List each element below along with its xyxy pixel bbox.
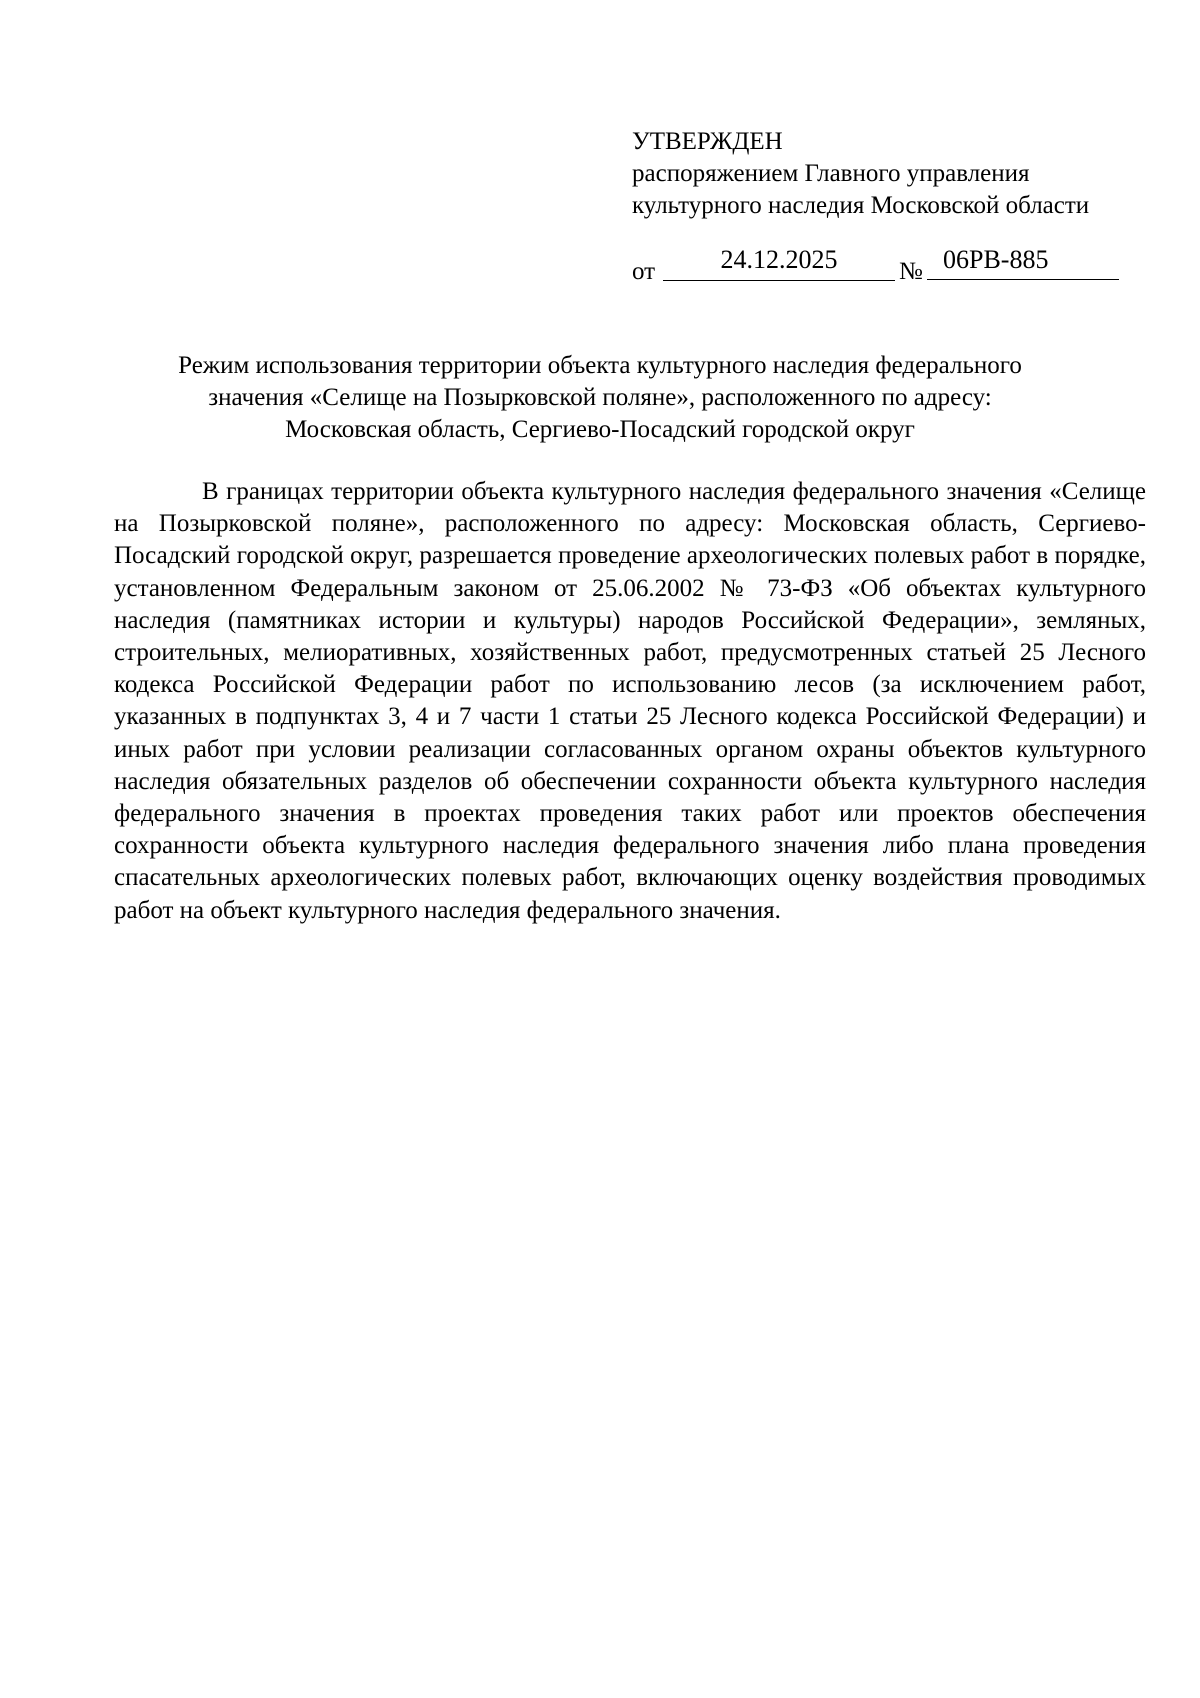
title-line-1: Режим использования территории объекта культурного наследия федерального: [178, 352, 1022, 379]
approval-stamp: [632, 126, 1152, 222]
approval-authority-line-2: культурного наследия Московской области: [632, 192, 1090, 219]
document-title: [114, 350, 1086, 446]
date-prefix: от: [632, 258, 656, 285]
decree-date-number: [632, 246, 1152, 286]
body-paragraph: В границах территории объекта культурного наследия федерального значения «Селище на Позырковской поляне», расположенного по адресу: Московская область, Сергиево-Посадский городской округ, разрешается проведение археологических полевых работ в порядке, установленном Федеральным законом от 25.06.2002 № 73-ФЗ «Об объектах культурного наследия (памятниках истории и культуры) народов Российской Федерации», земляных, строительных, мелиоративных, хозяйственных работ, предусмотренных статьей 25 Лесного кодекса Российской Федерации работ по использованию лесов (за исключением работ, указанных в подпунктах 3, 4 и 7 части 1 статьи 25 Лесного кодекса Российской Федерации) и иных работ при условии реализации согласованных органом охраны объектов культурного наследия обязательных разделов об обеспечении сохранности объекта культурного наследия федерального значения в проектах проведения таких работ или проектов обеспечения сохранности объекта культурного наследия федерального значения либо плана проведения спасательных археологических полевых работ, включающих оценку воздействия проводимых работ на объект культурного наследия федерального значения.: [114, 478, 1146, 924]
approval-authority-line-1: распоряжением Главного управления: [632, 160, 1030, 187]
title-line-2: значения «Селище на Позырковской поляне», расположенного по адресу:: [208, 384, 992, 411]
approval-heading: УТВЕРЖДЕН: [632, 128, 783, 155]
title-line-3: Московская область, Сергиево-Посадский городской округ: [285, 416, 915, 443]
decree-date: 24.12.2025: [663, 246, 895, 281]
decree-number: 06РВ-885: [927, 246, 1119, 280]
number-sign: №: [899, 258, 923, 285]
